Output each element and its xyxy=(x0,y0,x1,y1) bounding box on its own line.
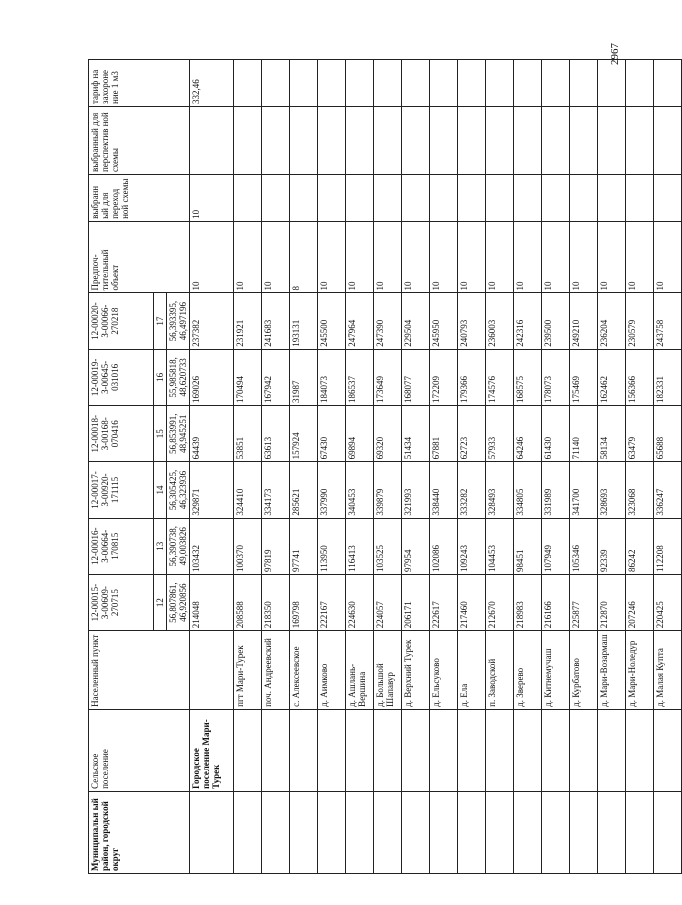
distance-value-cell: 179366 xyxy=(458,349,486,405)
distance-value-cell: 329871 xyxy=(190,462,234,518)
distance-value-cell: 172209 xyxy=(430,349,458,405)
distance-value-cell: 222167 xyxy=(318,574,346,630)
preferred-cell: 10 xyxy=(262,221,290,293)
tariff-cell xyxy=(346,60,374,107)
locality-cell: д. Ашлань-Вершина xyxy=(346,631,374,710)
settlement-cell xyxy=(654,709,682,791)
transitional-cell xyxy=(570,175,598,222)
distance-value-cell: 169026 xyxy=(190,349,234,405)
settlement-cell xyxy=(570,709,598,791)
municipality-cell xyxy=(514,791,542,873)
preferred-cell: 8 xyxy=(290,221,318,293)
transitional-cell xyxy=(654,175,682,222)
distance-value-cell: 323068 xyxy=(626,462,654,518)
locality-cell: с. Алексеевское xyxy=(290,631,318,710)
distance-value-cell: 170494 xyxy=(234,349,262,405)
header-col-number: 17 xyxy=(154,293,167,349)
header-locality: Населенный пункт xyxy=(89,631,190,710)
distance-value-cell: 216166 xyxy=(542,574,570,630)
locality-cell: поч. Андреевский xyxy=(262,631,290,710)
distance-value-cell: 338440 xyxy=(430,462,458,518)
distance-value-cell: 86242 xyxy=(626,518,654,574)
settlement-cell xyxy=(262,709,290,791)
prospective-cell xyxy=(598,106,626,174)
distance-value-cell: 208588 xyxy=(234,574,262,630)
distance-value-cell: 92339 xyxy=(598,518,626,574)
settlement-cell xyxy=(430,709,458,791)
settlement-cell xyxy=(318,709,346,791)
header-coordinates: 56,305425, 46,323936 xyxy=(167,462,190,518)
distance-value-cell: 231921 xyxy=(234,293,262,349)
header-col-number: 14 xyxy=(154,462,167,518)
header-coordinates: 56,853991, 48,945251 xyxy=(167,406,190,462)
distance-value-cell: 57933 xyxy=(486,406,514,462)
distance-value-cell: 105346 xyxy=(570,518,598,574)
header-col-number: 16 xyxy=(154,349,167,405)
prospective-cell xyxy=(318,106,346,174)
transitional-cell xyxy=(542,175,570,222)
landfill-distance-table xyxy=(88,59,682,874)
distance-value-cell: 218350 xyxy=(262,574,290,630)
municipality-cell xyxy=(346,791,374,873)
settlement-cell xyxy=(346,709,374,791)
distance-value-cell: 53851 xyxy=(234,406,262,462)
rotated-table-container xyxy=(88,59,665,874)
municipality-cell xyxy=(542,791,570,873)
distance-value-cell: 113950 xyxy=(318,518,346,574)
header-object-code: 12-00016-З-00664-170815 xyxy=(89,518,154,574)
preferred-cell: 10 xyxy=(318,221,346,293)
preferred-cell: 10 xyxy=(402,221,430,293)
prospective-cell xyxy=(346,106,374,174)
tariff-cell xyxy=(570,60,598,107)
distance-value-cell: 63479 xyxy=(626,406,654,462)
settlement-cell xyxy=(598,709,626,791)
distance-value-cell: 337990 xyxy=(318,462,346,518)
distance-value-cell: 341700 xyxy=(570,462,598,518)
transitional-cell xyxy=(290,175,318,222)
settlement-cell xyxy=(402,709,430,791)
prospective-cell xyxy=(654,106,682,174)
distance-value-cell: 98451 xyxy=(514,518,542,574)
table-row xyxy=(402,60,430,874)
distance-value-cell: 333282 xyxy=(458,462,486,518)
table-row xyxy=(430,60,458,874)
header-tariff: тариф на захороне ние 1 м3 xyxy=(89,60,190,107)
distance-value-cell: 63613 xyxy=(262,406,290,462)
prospective-cell xyxy=(514,106,542,174)
distance-value-cell: 249210 xyxy=(570,293,598,349)
settlement-cell xyxy=(234,709,262,791)
tariff-cell xyxy=(318,60,346,107)
tariff-cell xyxy=(542,60,570,107)
header-col-number: 13 xyxy=(154,518,167,574)
distance-value-cell: 67430 xyxy=(318,406,346,462)
preferred-cell: 10 xyxy=(514,221,542,293)
distance-value-cell: 107949 xyxy=(542,518,570,574)
distance-value-cell: 175469 xyxy=(570,349,598,405)
distance-value-cell: 220425 xyxy=(654,574,682,630)
distance-value-cell: 100370 xyxy=(234,518,262,574)
prospective-cell xyxy=(374,106,402,174)
distance-value-cell: 247390 xyxy=(374,293,402,349)
tariff-cell xyxy=(430,60,458,107)
header-municipal: Муниципальн ый район, городской округ xyxy=(89,791,190,873)
header-object-code: 12-00017-З-00920-171115 xyxy=(89,462,154,518)
header-prospective: выбранный для перспектив ной схемы xyxy=(89,106,190,174)
distance-value-cell: 217460 xyxy=(458,574,486,630)
header-settlement: Сельское поселение xyxy=(89,709,190,791)
header-object-code: 12-00018-З-00168-070416 xyxy=(89,406,154,462)
municipality-cell xyxy=(262,791,290,873)
tariff-cell xyxy=(234,60,262,107)
distance-value-cell: 321993 xyxy=(402,462,430,518)
distance-value-cell: 331989 xyxy=(542,462,570,518)
transitional-cell xyxy=(346,175,374,222)
prospective-cell xyxy=(290,106,318,174)
distance-value-cell: 218983 xyxy=(514,574,542,630)
table-row xyxy=(570,60,598,874)
distance-value-cell: 167942 xyxy=(262,349,290,405)
distance-value-cell: 51434 xyxy=(402,406,430,462)
prospective-cell xyxy=(458,106,486,174)
preferred-cell: 10 xyxy=(374,221,402,293)
prospective-cell xyxy=(234,106,262,174)
table-row xyxy=(514,60,542,874)
distance-value-cell: 334173 xyxy=(262,462,290,518)
tariff-cell xyxy=(626,60,654,107)
preferred-cell: 10 xyxy=(346,221,374,293)
distance-value-cell: 340453 xyxy=(346,462,374,518)
table-row xyxy=(626,60,654,874)
tariff-cell xyxy=(262,60,290,107)
preferred-cell: 10 xyxy=(654,221,682,293)
page-number: 2967 xyxy=(609,43,621,65)
tariff-cell xyxy=(598,60,626,107)
locality-cell: д. Аимково xyxy=(318,631,346,710)
tariff-cell xyxy=(458,60,486,107)
transitional-cell xyxy=(318,175,346,222)
distance-value-cell: 112208 xyxy=(654,518,682,574)
distance-value-cell: 239500 xyxy=(542,293,570,349)
preferred-cell: 10 xyxy=(430,221,458,293)
header-coordinates: 56,390738, 49,003826 xyxy=(167,518,190,574)
municipality-cell xyxy=(570,791,598,873)
municipality-cell xyxy=(458,791,486,873)
locality-cell: д. Курбатово xyxy=(570,631,598,710)
prospective-cell xyxy=(262,106,290,174)
distance-value-cell: 97819 xyxy=(262,518,290,574)
distance-value-cell: 102086 xyxy=(430,518,458,574)
locality-cell: пгт Мари-Турек xyxy=(234,631,262,710)
distance-value-cell: 103432 xyxy=(190,518,234,574)
table-row xyxy=(486,60,514,874)
table-row xyxy=(654,60,682,874)
tariff-cell xyxy=(654,60,682,107)
settlement-cell xyxy=(374,709,402,791)
distance-value-cell: 64439 xyxy=(190,406,234,462)
preferred-cell: 10 xyxy=(458,221,486,293)
municipality-cell xyxy=(290,791,318,873)
transitional-cell xyxy=(430,175,458,222)
table-row xyxy=(458,60,486,874)
distance-value-cell: 324410 xyxy=(234,462,262,518)
distance-value-cell: 222617 xyxy=(430,574,458,630)
distance-value-cell: 224630 xyxy=(346,574,374,630)
distance-value-cell: 168575 xyxy=(514,349,542,405)
distance-value-cell: 212670 xyxy=(486,574,514,630)
distance-value-cell: 229504 xyxy=(402,293,430,349)
distance-value-cell: 212870 xyxy=(598,574,626,630)
transitional-cell xyxy=(234,175,262,222)
locality-cell: д. Китнемучаш xyxy=(542,631,570,710)
prospective-cell xyxy=(626,106,654,174)
distance-value-cell: 157924 xyxy=(290,406,318,462)
distance-value-cell: 61430 xyxy=(542,406,570,462)
prospective-cell xyxy=(430,106,458,174)
preferred-cell: 10 xyxy=(626,221,654,293)
preferred-cell: 10 xyxy=(598,221,626,293)
locality-cell: д. Ела xyxy=(458,631,486,710)
preferred-cell: 10 xyxy=(570,221,598,293)
tariff-cell xyxy=(290,60,318,107)
header-transitional: выбранн ый для переход ной схемы xyxy=(89,175,190,222)
distance-value-cell: 178073 xyxy=(542,349,570,405)
distance-value-cell: 242316 xyxy=(514,293,542,349)
locality-cell: д. Мари-Возармаш xyxy=(598,631,626,710)
distance-value-cell: 64246 xyxy=(514,406,542,462)
municipality-cell xyxy=(402,791,430,873)
header-coordinates: 56,807861, 46,920856 xyxy=(167,574,190,630)
distance-value-cell: 336247 xyxy=(654,462,682,518)
prospective-cell xyxy=(542,106,570,174)
distance-value-cell: 156366 xyxy=(626,349,654,405)
distance-value-cell: 186537 xyxy=(346,349,374,405)
distance-value-cell: 193131 xyxy=(290,293,318,349)
distance-value-cell: 174576 xyxy=(486,349,514,405)
distance-value-cell: 162462 xyxy=(598,349,626,405)
distance-value-cell: 236204 xyxy=(598,293,626,349)
transitional-cell xyxy=(374,175,402,222)
distance-value-cell: 69894 xyxy=(346,406,374,462)
header-object-code: 12-00020-З-00066-270218 xyxy=(89,293,154,349)
distance-value-cell: 168077 xyxy=(402,349,430,405)
header-preferred: Предпоч-тительный объект xyxy=(89,221,190,293)
prospective-cell xyxy=(486,106,514,174)
table-row xyxy=(234,60,262,874)
municipality-cell xyxy=(190,791,234,873)
table-row xyxy=(374,60,402,874)
header-col-number: 15 xyxy=(154,406,167,462)
transitional-cell xyxy=(262,175,290,222)
table-row xyxy=(542,60,570,874)
transitional-cell xyxy=(402,175,430,222)
settlement-cell: Городское поселение Мари-Турек xyxy=(190,709,234,791)
transitional-cell: 10 xyxy=(190,175,234,222)
distance-value-cell: 230579 xyxy=(626,293,654,349)
prospective-cell xyxy=(190,106,234,174)
distance-value-cell: 71140 xyxy=(570,406,598,462)
distance-value-cell: 169798 xyxy=(290,574,318,630)
distance-value-cell: 334805 xyxy=(514,462,542,518)
preferred-cell: 10 xyxy=(486,221,514,293)
distance-value-cell: 109243 xyxy=(458,518,486,574)
settlement-cell xyxy=(514,709,542,791)
header-coordinates: 56,393395, 46,497196 xyxy=(167,293,190,349)
distance-value-cell: 58134 xyxy=(598,406,626,462)
distance-value-cell: 67881 xyxy=(430,406,458,462)
transitional-cell xyxy=(598,175,626,222)
tariff-cell: 332,46 xyxy=(190,60,234,107)
distance-value-cell: 103525 xyxy=(374,518,402,574)
distance-value-cell: 184073 xyxy=(318,349,346,405)
preferred-cell: 10 xyxy=(190,221,234,293)
settlement-cell xyxy=(290,709,318,791)
distance-value-cell: 116413 xyxy=(346,518,374,574)
distance-value-cell: 285621 xyxy=(290,462,318,518)
preferred-cell: 10 xyxy=(542,221,570,293)
distance-value-cell: 182331 xyxy=(654,349,682,405)
distance-value-cell: 328693 xyxy=(598,462,626,518)
table-row xyxy=(190,60,234,874)
header-col-number: 12 xyxy=(154,574,167,630)
distance-value-cell: 62723 xyxy=(458,406,486,462)
distance-value-cell: 243758 xyxy=(654,293,682,349)
locality-cell: д. Большой Шапавур xyxy=(374,631,402,710)
distance-value-cell: 65688 xyxy=(654,406,682,462)
distance-value-cell: 245950 xyxy=(430,293,458,349)
settlement-cell xyxy=(626,709,654,791)
distance-value-cell: 237382 xyxy=(190,293,234,349)
settlement-cell xyxy=(486,709,514,791)
transitional-cell xyxy=(514,175,542,222)
locality-cell: д. Зверево xyxy=(514,631,542,710)
header-coordinates: 55,985818, 48,620733 xyxy=(167,349,190,405)
locality-cell: д. Мари-Ноледур xyxy=(626,631,654,710)
distance-value-cell: 207246 xyxy=(626,574,654,630)
prospective-cell xyxy=(402,106,430,174)
table-row xyxy=(598,60,626,874)
distance-value-cell: 328493 xyxy=(486,462,514,518)
header-object-code: 12-00015-З-00609-270715 xyxy=(89,574,154,630)
distance-value-cell: 69320 xyxy=(374,406,402,462)
settlement-cell xyxy=(542,709,570,791)
distance-value-cell: 245500 xyxy=(318,293,346,349)
distance-value-cell: 225877 xyxy=(570,574,598,630)
distance-value-cell: 104453 xyxy=(486,518,514,574)
locality-cell: д. Малая Купта xyxy=(654,631,682,710)
municipality-cell xyxy=(486,791,514,873)
tariff-cell xyxy=(486,60,514,107)
locality-cell xyxy=(190,631,234,710)
locality-cell: д. Верхний Турек xyxy=(402,631,430,710)
distance-value-cell: 224057 xyxy=(374,574,402,630)
header-row xyxy=(89,60,154,874)
prospective-cell xyxy=(570,106,598,174)
municipality-cell xyxy=(234,791,262,873)
tariff-cell xyxy=(402,60,430,107)
header-object-code: 12-00019-З-00645-031016 xyxy=(89,349,154,405)
tariff-cell xyxy=(514,60,542,107)
distance-value-cell: 97741 xyxy=(290,518,318,574)
distance-value-cell: 339879 xyxy=(374,462,402,518)
locality-cell: д. Ельсуково xyxy=(430,631,458,710)
table-row xyxy=(262,60,290,874)
transitional-cell xyxy=(626,175,654,222)
table-row xyxy=(318,60,346,874)
distance-value-cell: 206171 xyxy=(402,574,430,630)
distance-value-cell: 236003 xyxy=(486,293,514,349)
settlement-cell xyxy=(458,709,486,791)
distance-value-cell: 173649 xyxy=(374,349,402,405)
municipality-cell xyxy=(374,791,402,873)
distance-value-cell: 240793 xyxy=(458,293,486,349)
municipality-cell xyxy=(430,791,458,873)
municipality-cell xyxy=(598,791,626,873)
distance-value-cell: 241683 xyxy=(262,293,290,349)
municipality-cell xyxy=(626,791,654,873)
locality-cell: п. Заводской xyxy=(486,631,514,710)
distance-value-cell: 247964 xyxy=(346,293,374,349)
distance-value-cell: 214048 xyxy=(190,574,234,630)
municipality-cell xyxy=(654,791,682,873)
tariff-cell xyxy=(374,60,402,107)
distance-value-cell: 31987 xyxy=(290,349,318,405)
transitional-cell xyxy=(458,175,486,222)
transitional-cell xyxy=(486,175,514,222)
preferred-cell: 10 xyxy=(234,221,262,293)
distance-value-cell: 97954 xyxy=(402,518,430,574)
municipality-cell xyxy=(318,791,346,873)
table-row xyxy=(346,60,374,874)
table-row xyxy=(290,60,318,874)
